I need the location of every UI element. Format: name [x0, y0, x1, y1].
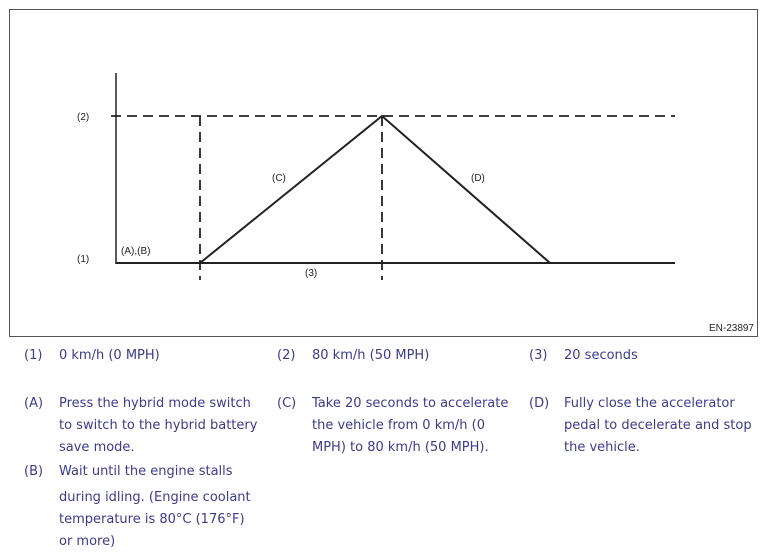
legend-b-line-3: temperature is 80°C (176°F) [59, 512, 245, 527]
legend-b-line-4: or more) [59, 534, 116, 549]
legend-b-line-2: during idling. (Engine coolant [59, 490, 251, 505]
label-level-bottom: (1) [77, 254, 90, 265]
legend-c-line-1: Take 20 seconds to accelerate [312, 396, 509, 411]
legend-a-line-3: save mode. [59, 440, 135, 455]
legend-key-b: (B) [24, 464, 44, 479]
legend-key-c: (C) [277, 396, 297, 411]
label-duration: (3) [305, 268, 318, 279]
legend-text-1: 0 km/h (0 MPH) [59, 348, 160, 363]
legend-a-line-2: to switch to the hybrid battery [59, 418, 258, 433]
legend-d-line-3: the vehicle. [564, 440, 640, 455]
legend-text-3: 20 seconds [564, 348, 638, 363]
label-level-top: (2) [77, 112, 90, 123]
legend-c-line-3: MPH) to 80 km/h (50 MPH). [312, 440, 489, 455]
legend-c-line-2: the vehicle from 0 km/h (0 [312, 418, 485, 433]
label-rise: (C) [272, 173, 286, 184]
legend-key-3: (3) [529, 348, 548, 363]
legend-key-d: (D) [529, 396, 550, 411]
legend-key-a: (A) [24, 396, 44, 411]
label-start: (A),(B) [121, 246, 151, 257]
legend-b-line-1: Wait until the engine stalls [59, 464, 233, 479]
label-fall: (D) [471, 173, 485, 184]
legend-key-1: (1) [24, 348, 43, 363]
legend-key-2: (2) [277, 348, 296, 363]
legend-a-line-1: Press the hybrid mode switch [59, 396, 251, 411]
figure-id: EN-23897 [708, 323, 754, 334]
legend-text-2: 80 km/h (50 MPH) [312, 348, 430, 363]
legend-d-line-1: Fully close the accelerator [564, 396, 735, 411]
legend-d-line-2: pedal to decelerate and stop [564, 418, 752, 433]
